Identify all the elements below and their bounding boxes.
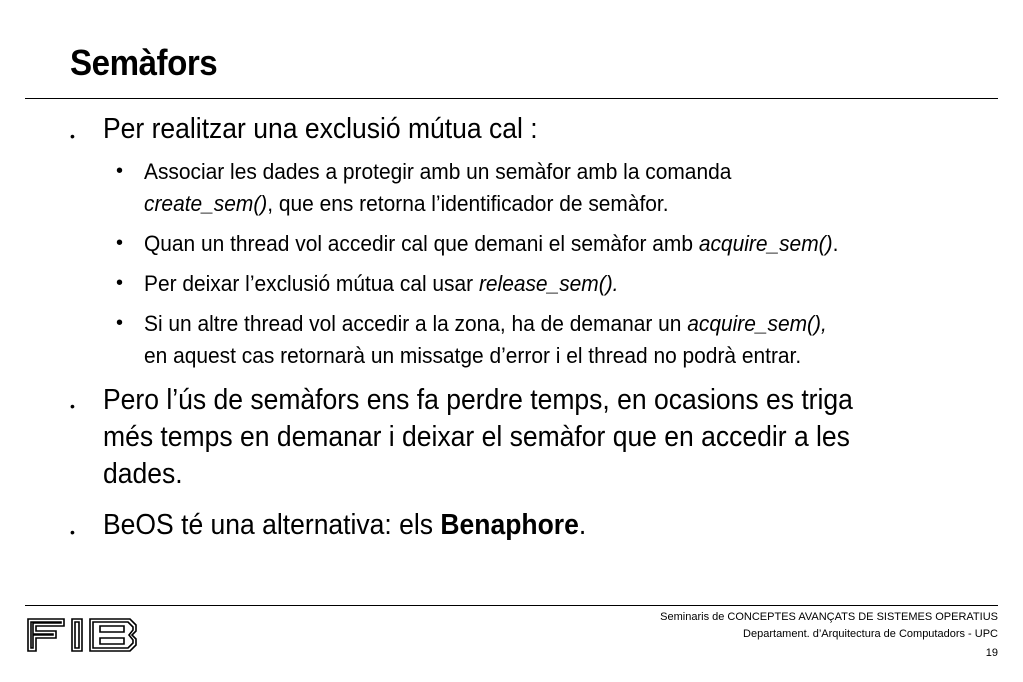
sub-bullet-4-text: Si un altre thread vol accedir a la zona, ha de demanar un — [144, 311, 688, 336]
bullet-2-line2: més temps en demanar i deixar el semàfor que en accedir a les — [103, 421, 850, 453]
sub-bullet-marker: • — [116, 232, 124, 254]
bullet-3 — [103, 507, 921, 544]
footer-department: Departament. d’Arquitectura de Computadors - UPC — [743, 628, 998, 640]
bullet-marker: • — [70, 398, 75, 414]
bullet-2 — [103, 382, 921, 493]
fib-logo — [26, 617, 138, 653]
sub-bullet-marker: • — [116, 160, 124, 182]
sub-bullet-marker: • — [116, 312, 124, 334]
bullet-2-line1: Pero l’ús de semàfors ens fa perdre temps, en ocasions es triga — [103, 384, 853, 416]
sub-bullet-4-line2: en aquest cas retornarà un missatge d’error i el thread no podrà entrar. — [144, 343, 802, 368]
sub-bullet-2 — [144, 228, 962, 260]
sub-bullet-3-code: release_sem(). — [478, 271, 619, 296]
sub-bullet-1 — [144, 156, 962, 220]
footer-course: Seminaris de CONCEPTES AVANÇATS DE SISTEMES OPERATIUS — [660, 611, 998, 623]
bullet-marker: • — [70, 128, 75, 144]
sub-bullet-marker: • — [116, 272, 124, 294]
sub-bullet-1-rest: , que ens retorna l’identificador de semàfor. — [267, 191, 669, 216]
sub-bullet-1-code: create_sem() — [144, 191, 268, 216]
bullet-1 — [103, 111, 921, 148]
footer-divider — [25, 605, 998, 606]
bullet-marker: • — [70, 524, 75, 540]
bullet-2-line3: dades. — [103, 458, 183, 490]
sub-bullet-2-post: . — [832, 231, 839, 256]
title-divider — [25, 98, 998, 99]
page-number: 19 — [985, 647, 998, 659]
sub-bullet-2-text: Quan un thread vol accedir cal que demani el semàfor amb — [144, 231, 699, 256]
bullet-3-text: BeOS té una alternativa: els — [103, 509, 441, 541]
sub-bullet-2-code: acquire_sem() — [698, 231, 833, 256]
bullet-1-text: Per realitzar una exclusió mútua cal : — [103, 113, 538, 145]
sub-bullet-4-code: acquire_sem(), — [687, 311, 827, 336]
bullet-3-bold: Benaphore — [440, 509, 579, 541]
sub-bullet-1-text: Associar les dades a protegir amb un semàfor amb la comanda — [144, 159, 732, 184]
sub-bullet-4 — [144, 308, 962, 372]
bullet-3-post: . — [578, 509, 587, 541]
sub-bullet-3 — [144, 268, 962, 300]
slide-title: Semàfors — [70, 42, 218, 83]
sub-bullet-3-text: Per deixar l’exclusió mútua cal usar — [144, 271, 479, 296]
